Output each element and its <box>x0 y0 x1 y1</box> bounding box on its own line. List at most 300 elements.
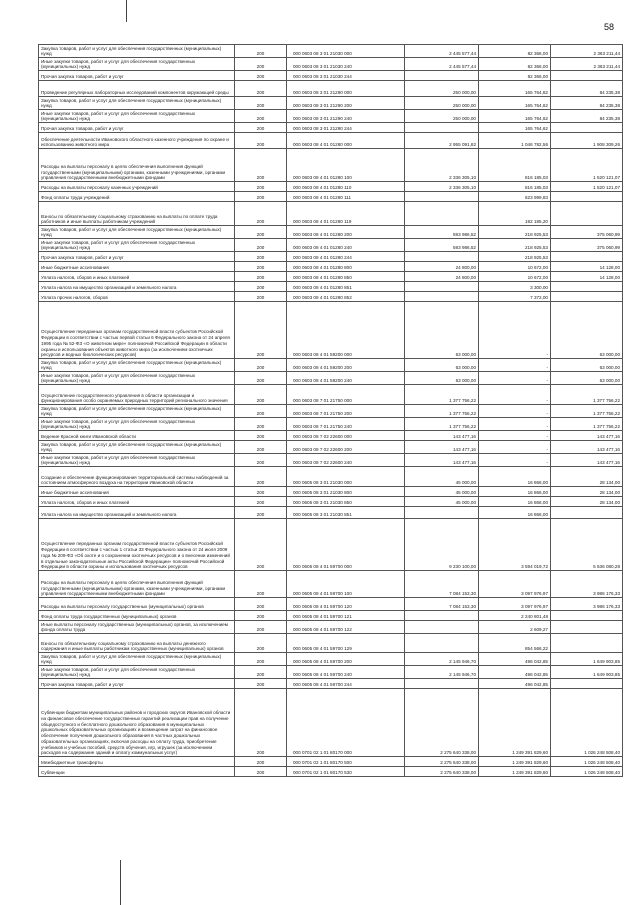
table-row <box>39 487 623 497</box>
row-admin-code: 200 <box>235 110 287 123</box>
row-approved-amount: 250 000,00 <box>405 97 479 110</box>
row-unexecuted-amount <box>551 507 623 519</box>
row-unexecuted-amount: 28 134,00 <box>551 467 623 487</box>
row-admin-code: 200 <box>235 757 287 767</box>
row-budget-code: 000 0605 08 4 01 59700 121 <box>287 611 405 621</box>
row-unexecuted-amount: 1 649 903,85 <box>551 666 623 679</box>
row-approved-amount: 143 477,16 <box>405 441 479 454</box>
table-row <box>39 302 623 359</box>
row-approved-amount: 7 084 153,30 <box>405 598 479 611</box>
row-admin-code: 200 <box>235 634 287 653</box>
table-row <box>39 202 623 226</box>
row-admin-code: 200 <box>235 58 287 71</box>
row-budget-code: 000 0603 08 4 01 01280 851 <box>287 282 405 292</box>
row-admin-code: 200 <box>235 252 287 262</box>
row-name: Расходы на выплаты персоналу государственных (муниципальных) органов <box>39 598 235 611</box>
table-row <box>39 192 623 202</box>
row-admin-code: 200 <box>235 226 287 239</box>
row-unexecuted-amount: 3 986 176,33 <box>551 598 623 611</box>
row-unexecuted-amount: 14 128,00 <box>551 262 623 272</box>
row-budget-code: 000 0605 08 4 01 59700 129 <box>287 634 405 653</box>
row-name: Осуществление переданных органам государственной власти субъектов Российской Федерации в соответствии с частью 1 статьи 33 Федерального закона от 24 июля 2009 года № 209-ФЗ «Об охоте и о сохранении охотничьих ресурсов и о внесении изменений в отдельные законодательные акты Российской Федерации» полномочий Российской Федерации в области охраны и использования охотничьих ресурсов <box>39 519 235 571</box>
row-executed-amount: 3 594 019,72 <box>479 519 551 571</box>
table-row <box>39 767 623 777</box>
row-executed-amount: 16 866,00 <box>479 507 551 519</box>
row-admin-code: 200 <box>235 302 287 359</box>
budget-execution-table <box>38 44 623 777</box>
row-executed-amount: 2 240 801,48 <box>479 611 551 621</box>
row-unexecuted-amount <box>551 634 623 653</box>
row-executed-amount: 496 042,85 <box>479 679 551 689</box>
row-executed-amount: 3 097 976,97 <box>479 598 551 611</box>
row-approved-amount: 63 000,00 <box>405 372 479 385</box>
row-executed-amount: 165 764,62 <box>479 81 551 97</box>
row-approved-amount: 2 275 640 338,00 <box>405 767 479 777</box>
row-approved-amount: 2 145 946,70 <box>405 653 479 666</box>
row-budget-code: 000 0701 02 1 01 80170 530 <box>287 767 405 777</box>
row-name: Закупка товаров, работ и услуг для обеспечения государственных (муниципальных) нужд <box>39 653 235 666</box>
row-executed-amount: 82 366,00 <box>479 58 551 71</box>
row-name: Субвенции бюджетам муниципальных районов и городских округов Ивановской области на финансовое обеспечение государственных гарантий реализации прав на получение общедоступного и бесплатного дошкольного образования в муниципальных дошкольных образовательных организациях и возмещение затрат на финансовое обеспечение получения дошкольного образования в частных дошкольных образовательных организациях, включая расходы на оплату труда, приобретение учебников и учебных пособий, средств обучения, игр, игрушек (за исключением расходов на содержание зданий и оплату коммунальных услуг) <box>39 689 235 757</box>
row-unexecuted-amount: 5 636 080,28 <box>551 519 623 571</box>
row-unexecuted-amount <box>551 252 623 262</box>
row-name: Закупка товаров, работ и услуг для обеспечения государственных (муниципальных) нужд <box>39 405 235 418</box>
row-unexecuted-amount: 1 377 756,22 <box>551 405 623 418</box>
row-admin-code: 200 <box>235 292 287 302</box>
row-admin-code: 200 <box>235 441 287 454</box>
row-budget-code: 000 0603 08 4 01 01280 100 <box>287 149 405 182</box>
row-budget-code: 000 0605 08 4 01 59700 240 <box>287 666 405 679</box>
row-name: Взносы по обязательному социальному страхованию на выплаты денежного содержания и иные выплаты работникам государственных (муниципальных) органов <box>39 634 235 653</box>
row-admin-code: 200 <box>235 239 287 252</box>
row-budget-code: 000 0605 08 3 01 21030 850 <box>287 497 405 507</box>
row-executed-amount: - <box>479 454 551 467</box>
row-unexecuted-amount: 28 134,00 <box>551 497 623 507</box>
row-unexecuted-amount: 84 235,38 <box>551 97 623 110</box>
table-row <box>39 757 623 767</box>
row-name: Закупка товаров, работ и услуг для обеспечения государственных (муниципальных) нужд <box>39 97 235 110</box>
row-executed-amount: 82 366,00 <box>479 45 551 58</box>
row-approved-amount: 593 986,52 <box>405 239 479 252</box>
row-budget-code: 000 0603 08 4 01 01280 240 <box>287 239 405 252</box>
table-row <box>39 123 623 133</box>
row-name: Расходы на выплаты персоналу в целях обеспечения выполнения функций государственными (муниципальными) органами, казенными учреждениями, органами управления государственными внебюджетными фондами <box>39 149 235 182</box>
table-row <box>39 226 623 239</box>
row-approved-amount <box>405 192 479 202</box>
row-unexecuted-amount <box>551 123 623 133</box>
row-budget-code: 000 0605 08 4 01 59700 120 <box>287 598 405 611</box>
table-row <box>39 292 623 302</box>
row-executed-amount: 854 566,22 <box>479 634 551 653</box>
row-budget-code: 000 0605 08 4 01 59700 100 <box>287 571 405 598</box>
row-approved-amount: 593 986,52 <box>405 226 479 239</box>
row-name: Создание и обеспечение функционирования территориальной системы наблюдений за состоянием атмосферного воздуха на территории Ивановской области <box>39 467 235 487</box>
table-row <box>39 149 623 182</box>
row-executed-amount: 1 046 782,56 <box>479 133 551 149</box>
row-budget-code: 000 0603 08 4 01 01280 111 <box>287 192 405 202</box>
row-approved-amount: 2 275 640 338,00 <box>405 689 479 757</box>
table-row <box>39 239 623 252</box>
row-name: Межбюджетные трансферты <box>39 757 235 767</box>
row-unexecuted-amount: 63 000,00 <box>551 372 623 385</box>
row-name: Субвенции <box>39 767 235 777</box>
row-unexecuted-amount: 1 377 756,22 <box>551 385 623 405</box>
row-unexecuted-amount <box>551 679 623 689</box>
row-unexecuted-amount: 1 377 756,22 <box>551 418 623 431</box>
table-row <box>39 133 623 149</box>
table-body <box>39 45 623 777</box>
row-admin-code: 200 <box>235 689 287 757</box>
row-unexecuted-amount <box>551 282 623 292</box>
table-row <box>39 431 623 441</box>
row-executed-amount: 218 925,53 <box>479 239 551 252</box>
row-name: Проведение регулярных лабораторных исследований компонентов окружающей среды <box>39 81 235 97</box>
row-name: Осуществление переданных органам государственной власти субъектов Российской Федерации в соответствии с частью первой статьи 6 Федерального закона от 24 апреля 1995 года № 52-ФЗ «О животном мире» полномочий Российской Федерации в области охраны и использования объектов животного мира (за исключением охотничьих ресурсов и водных биологических ресурсов) <box>39 302 235 359</box>
row-budget-code: 000 0603 08 7 02 22600 200 <box>287 441 405 454</box>
row-approved-amount: 45 000,00 <box>405 497 479 507</box>
row-unexecuted-amount: 28 134,00 <box>551 487 623 497</box>
row-approved-amount <box>405 507 479 519</box>
row-budget-code: 000 0603 08 3 01 21030 000 <box>287 45 405 58</box>
row-name: Фонд оплаты труда учреждений <box>39 192 235 202</box>
row-approved-amount: 250 000,00 <box>405 110 479 123</box>
row-approved-amount: 24 800,00 <box>405 262 479 272</box>
table-row <box>39 58 623 71</box>
row-admin-code: 200 <box>235 454 287 467</box>
page-number: 58 <box>604 22 615 32</box>
row-admin-code: 200 <box>235 598 287 611</box>
row-budget-code: 000 0603 08 3 01 21290 200 <box>287 97 405 110</box>
table-row <box>39 81 623 97</box>
row-budget-code: 000 0603 08 4 01 01280 852 <box>287 292 405 302</box>
row-budget-code: 000 0603 08 4 01 01280 119 <box>287 202 405 226</box>
row-approved-amount: 9 230 100,00 <box>405 519 479 571</box>
row-name: Закупка товаров, работ и услуг для обеспечения государственных (муниципальных) нужд <box>39 441 235 454</box>
row-budget-code: 000 0603 08 3 01 21290 240 <box>287 110 405 123</box>
row-approved-amount: 1 377 756,22 <box>405 385 479 405</box>
row-executed-amount: - <box>479 431 551 441</box>
table-row <box>39 621 623 634</box>
row-name: Иные закупки товаров, работ и услуг для обеспечения государственных (муниципальных) нужд <box>39 58 235 71</box>
row-executed-amount: 1 249 391 829,60 <box>479 689 551 757</box>
row-executed-amount: - <box>479 385 551 405</box>
row-unexecuted-amount: 63 000,00 <box>551 302 623 359</box>
row-budget-code: 000 0603 08 7 01 21750 240 <box>287 418 405 431</box>
row-approved-amount <box>405 282 479 292</box>
row-name: Иные бюджетные ассигнования <box>39 487 235 497</box>
row-unexecuted-amount: 3 986 176,33 <box>551 571 623 598</box>
row-admin-code: 200 <box>235 282 287 292</box>
table-row <box>39 272 623 282</box>
row-name: Уплата налога на имущество организаций и земельного налога <box>39 507 235 519</box>
row-name: Обеспечение деятельности Ивановского областного казенного учреждения по охране и использованию животного мира <box>39 133 235 149</box>
row-budget-code: 000 0701 02 1 01 80170 000 <box>287 689 405 757</box>
row-executed-amount: 165 764,62 <box>479 123 551 133</box>
row-executed-amount: 165 764,62 <box>479 110 551 123</box>
row-budget-code: 000 0603 08 4 01 59200 200 <box>287 359 405 372</box>
row-admin-code: 200 <box>235 123 287 133</box>
table-row <box>39 182 623 192</box>
table-row <box>39 252 623 262</box>
row-budget-code: 000 0603 08 4 01 59200 240 <box>287 372 405 385</box>
row-budget-code: 000 0603 08 7 01 21750 000 <box>287 385 405 405</box>
row-unexecuted-amount: 1 520 121,07 <box>551 182 623 192</box>
row-name: Закупка товаров, работ и услуг для обеспечения государственных (муниципальных) нужд <box>39 226 235 239</box>
row-budget-code: 000 0603 08 4 01 01280 110 <box>287 182 405 192</box>
row-unexecuted-amount: 1 026 248 508,40 <box>551 689 623 757</box>
row-executed-amount: - <box>479 418 551 431</box>
row-executed-amount: - <box>479 372 551 385</box>
row-budget-code: 000 0605 08 4 01 59700 122 <box>287 621 405 634</box>
row-name: Взносы по обязательному социальному страхованию на выплаты по оплате труда работников и иные выплаты работникам учреждений <box>39 202 235 226</box>
row-executed-amount: 10 672,00 <box>479 262 551 272</box>
table-row <box>39 262 623 272</box>
row-name: Расходы на выплаты персоналу в целях обеспечения выполнения функций государственными (муниципальными) органами, казенными учреждениями, органами управления государственными внебюджетными фондами <box>39 571 235 598</box>
row-budget-code: 000 0603 08 7 01 21750 200 <box>287 405 405 418</box>
row-approved-amount <box>405 611 479 621</box>
row-approved-amount: 143 477,16 <box>405 431 479 441</box>
row-name: Уплата прочих налогов, сборов <box>39 292 235 302</box>
row-name: Прочая закупка товаров, работ и услуг <box>39 252 235 262</box>
row-admin-code: 200 <box>235 133 287 149</box>
row-admin-code: 200 <box>235 372 287 385</box>
table-row <box>39 441 623 454</box>
table-row <box>39 110 623 123</box>
row-admin-code: 200 <box>235 81 287 97</box>
table-row <box>39 359 623 372</box>
row-admin-code: 200 <box>235 97 287 110</box>
row-budget-code: 000 0603 08 3 01 21030 240 <box>287 58 405 71</box>
row-admin-code: 200 <box>235 182 287 192</box>
row-budget-code: 000 0603 08 4 01 01280 850 <box>287 272 405 282</box>
table-row <box>39 571 623 598</box>
row-unexecuted-amount: 375 060,99 <box>551 226 623 239</box>
table-row <box>39 71 623 81</box>
row-approved-amount: 250 000,00 <box>405 81 479 97</box>
row-budget-code: 000 0605 08 3 01 21030 800 <box>287 487 405 497</box>
row-admin-code: 200 <box>235 359 287 372</box>
row-name: Фонд оплаты труда государственных (муниципальных) органов <box>39 611 235 621</box>
row-executed-amount: 816 185,03 <box>479 182 551 192</box>
row-name: Уплата налога на имущество организаций и земельного налога <box>39 282 235 292</box>
row-budget-code: 000 0603 08 3 01 21290 244 <box>287 123 405 133</box>
row-name: Иные бюджетные ассигнования <box>39 262 235 272</box>
table-row <box>39 454 623 467</box>
table-row <box>39 405 623 418</box>
row-name: Иные закупки товаров, работ и услуг для обеспечения государственных (муниципальных) нужд <box>39 454 235 467</box>
row-admin-code: 200 <box>235 385 287 405</box>
row-unexecuted-amount: 1 520 121,07 <box>551 149 623 182</box>
row-approved-amount <box>405 621 479 634</box>
row-unexecuted-amount <box>551 292 623 302</box>
row-approved-amount: 24 800,00 <box>405 272 479 282</box>
row-executed-amount: 82 366,00 <box>479 71 551 81</box>
row-approved-amount: 1 377 756,22 <box>405 405 479 418</box>
table-row <box>39 611 623 621</box>
row-approved-amount: 45 000,00 <box>405 487 479 497</box>
row-admin-code: 200 <box>235 767 287 777</box>
row-executed-amount: - <box>479 441 551 454</box>
row-name: Ведение Красной книги Ивановской области <box>39 431 235 441</box>
row-name: Осуществление государственного управления в области организации и функционирования особо охраняемых природных территорий регионального значения <box>39 385 235 405</box>
row-approved-amount: 7 084 153,30 <box>405 571 479 598</box>
row-name: Иные выплаты персоналу государственных (муниципальных) органов, за исключением фонда оплаты труда <box>39 621 235 634</box>
row-admin-code: 200 <box>235 418 287 431</box>
row-unexecuted-amount: 143 477,16 <box>551 431 623 441</box>
row-unexecuted-amount <box>551 192 623 202</box>
row-budget-code: 000 0603 08 3 01 21290 000 <box>287 81 405 97</box>
row-admin-code: 200 <box>235 45 287 58</box>
row-executed-amount: 496 042,85 <box>479 653 551 666</box>
row-name: Иные закупки товаров, работ и услуг для обеспечения государственных (муниципальных) нужд <box>39 110 235 123</box>
row-executed-amount: - <box>479 405 551 418</box>
scan-mark-bottom <box>120 860 121 905</box>
row-admin-code: 200 <box>235 487 287 497</box>
row-budget-code: 000 0603 08 4 01 01280 244 <box>287 252 405 262</box>
row-admin-code: 200 <box>235 653 287 666</box>
row-unexecuted-amount: 2 363 211,44 <box>551 45 623 58</box>
row-admin-code: 200 <box>235 611 287 621</box>
row-unexecuted-amount: 143 477,16 <box>551 454 623 467</box>
row-executed-amount: 218 925,53 <box>479 226 551 239</box>
row-admin-code: 200 <box>235 571 287 598</box>
row-unexecuted-amount: 84 235,38 <box>551 81 623 97</box>
row-budget-code: 000 0603 08 4 01 01280 200 <box>287 226 405 239</box>
row-executed-amount: 16 866,00 <box>479 497 551 507</box>
row-approved-amount <box>405 292 479 302</box>
row-unexecuted-amount: 1 649 903,85 <box>551 653 623 666</box>
row-executed-amount: - <box>479 359 551 372</box>
scan-mark-top <box>126 0 127 22</box>
row-approved-amount <box>405 202 479 226</box>
row-executed-amount: 192 185,20 <box>479 202 551 226</box>
row-approved-amount: 2 445 577,44 <box>405 58 479 71</box>
row-name: Закупка товаров, работ и услуг для обеспечения государственных (муниципальных) нужд <box>39 359 235 372</box>
row-approved-amount: 2 445 577,44 <box>405 45 479 58</box>
table-row <box>39 497 623 507</box>
row-budget-code: 000 0603 08 4 01 01280 800 <box>287 262 405 272</box>
row-name: Иные закупки товаров, работ и услуг для обеспечения государственных (муниципальных) нужд <box>39 372 235 385</box>
row-unexecuted-amount: 63 000,00 <box>551 359 623 372</box>
row-approved-amount: 2 275 640 338,00 <box>405 757 479 767</box>
table-row <box>39 45 623 58</box>
row-name: Прочая закупка товаров, работ и услуг <box>39 123 235 133</box>
row-executed-amount: 165 764,62 <box>479 97 551 110</box>
row-executed-amount: 218 925,53 <box>479 252 551 262</box>
row-budget-code: 000 0603 08 3 01 21030 244 <box>287 71 405 81</box>
row-approved-amount: 2 145 946,70 <box>405 666 479 679</box>
row-executed-amount: 7 372,00 <box>479 292 551 302</box>
row-approved-amount <box>405 252 479 262</box>
row-approved-amount: 2 336 305,10 <box>405 182 479 192</box>
table-row <box>39 282 623 292</box>
row-approved-amount <box>405 123 479 133</box>
row-name: Иные закупки товаров, работ и услуг для обеспечения государственных (муниципальных) нужд <box>39 239 235 252</box>
row-admin-code: 200 <box>235 467 287 487</box>
row-budget-code: 000 0603 08 4 01 59200 000 <box>287 302 405 359</box>
row-budget-code: 000 0603 08 7 02 22600 000 <box>287 431 405 441</box>
row-budget-code: 000 0605 08 3 01 21030 851 <box>287 507 405 519</box>
row-name: Закупка товаров, работ и услуг для обеспечения государственных (муниципальных) нужд <box>39 45 235 58</box>
row-admin-code: 200 <box>235 149 287 182</box>
row-unexecuted-amount: 2 363 211,44 <box>551 58 623 71</box>
row-unexecuted-amount <box>551 621 623 634</box>
row-approved-amount: 45 000,00 <box>405 467 479 487</box>
table-row <box>39 666 623 679</box>
row-budget-code: 000 0603 08 4 01 01280 000 <box>287 133 405 149</box>
row-approved-amount <box>405 634 479 653</box>
row-name: Расходы на выплаты персоналу казенных учреждений <box>39 182 235 192</box>
row-admin-code: 200 <box>235 202 287 226</box>
row-budget-code: 000 0605 08 4 01 59700 200 <box>287 653 405 666</box>
row-approved-amount: 63 000,00 <box>405 302 479 359</box>
table-row <box>39 689 623 757</box>
row-executed-amount: 1 249 391 829,60 <box>479 757 551 767</box>
row-unexecuted-amount <box>551 71 623 81</box>
row-admin-code: 200 <box>235 679 287 689</box>
row-admin-code: 200 <box>235 192 287 202</box>
row-budget-code: 000 0605 08 4 01 59700 244 <box>287 679 405 689</box>
table-row <box>39 679 623 689</box>
row-unexecuted-amount: 14 128,00 <box>551 272 623 282</box>
row-approved-amount: 63 000,00 <box>405 359 479 372</box>
row-executed-amount: 2 609,27 <box>479 621 551 634</box>
row-admin-code: 200 <box>235 621 287 634</box>
row-executed-amount: 16 866,00 <box>479 487 551 497</box>
row-executed-amount: - <box>479 302 551 359</box>
table-row <box>39 598 623 611</box>
row-name: Прочая закупка товаров, работ и услуг <box>39 71 235 81</box>
row-budget-code: 000 0603 08 7 02 22600 240 <box>287 454 405 467</box>
table-row <box>39 519 623 571</box>
table-row <box>39 385 623 405</box>
row-approved-amount <box>405 71 479 81</box>
row-name: Иные закупки товаров, работ и услуг для обеспечения государственных (муниципальных) нужд <box>39 666 235 679</box>
row-name: Прочая закупка товаров, работ и услуг <box>39 679 235 689</box>
table-row <box>39 467 623 487</box>
row-budget-code: 000 0605 08 3 01 21030 000 <box>287 467 405 487</box>
row-name: Уплата налогов, сборов и иных платежей <box>39 272 235 282</box>
row-executed-amount: 1 249 391 829,60 <box>479 767 551 777</box>
row-unexecuted-amount: 84 235,38 <box>551 110 623 123</box>
row-unexecuted-amount <box>551 611 623 621</box>
table-row <box>39 97 623 110</box>
row-executed-amount: 16 866,00 <box>479 467 551 487</box>
row-unexecuted-amount: 375 060,99 <box>551 239 623 252</box>
row-approved-amount: 2 955 091,82 <box>405 133 479 149</box>
row-admin-code: 200 <box>235 71 287 81</box>
row-unexecuted-amount: 143 477,16 <box>551 441 623 454</box>
row-admin-code: 200 <box>235 519 287 571</box>
row-unexecuted-amount: 1 908 309,26 <box>551 133 623 149</box>
row-admin-code: 200 <box>235 405 287 418</box>
row-admin-code: 200 <box>235 262 287 272</box>
row-unexecuted-amount: 1 026 248 508,40 <box>551 767 623 777</box>
row-approved-amount: 1 377 756,22 <box>405 418 479 431</box>
row-executed-amount: 623 999,83 <box>479 192 551 202</box>
row-executed-amount: 816 185,03 <box>479 149 551 182</box>
row-approved-amount: 2 336 305,10 <box>405 149 479 182</box>
row-budget-code: 000 0701 02 1 01 80170 500 <box>287 757 405 767</box>
row-executed-amount: 3 300,00 <box>479 282 551 292</box>
row-admin-code: 200 <box>235 497 287 507</box>
row-unexecuted-amount: 1 026 248 508,40 <box>551 757 623 767</box>
row-admin-code: 200 <box>235 507 287 519</box>
row-approved-amount: 143 477,16 <box>405 454 479 467</box>
row-executed-amount: 496 042,85 <box>479 666 551 679</box>
row-name: Иные закупки товаров, работ и услуг для обеспечения государственных (муниципальных) нужд <box>39 418 235 431</box>
row-admin-code: 200 <box>235 666 287 679</box>
